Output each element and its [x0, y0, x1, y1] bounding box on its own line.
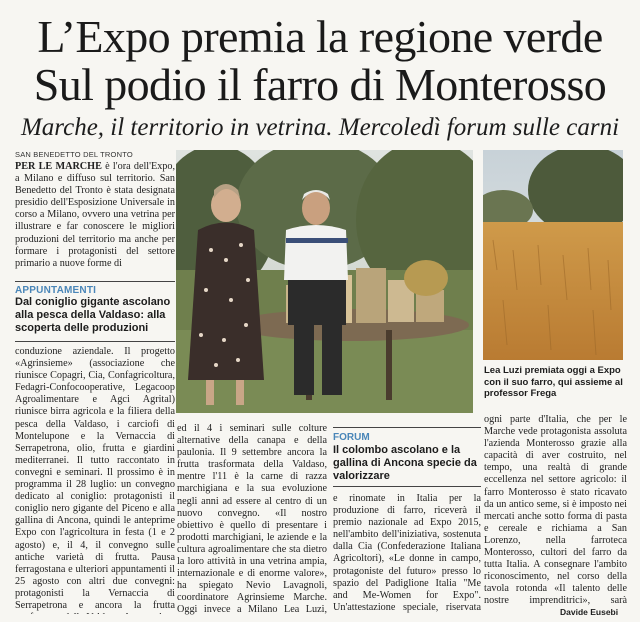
article-column-2: ed il 4 i seminari sulle colture alternative della canapa e della paulonia. Il 9 settembre ancora la frutta trasformata della Valdaso, mentre l'11 è la carne di razza marchigiana e la sua evoluzione negli anni ad essere al centro di un nuovo convegno. «Il nostro obiettivo è quello di presentare i prodotti marchigiani, le aziende e la cultura agroalimentare che sta dietro la loro attività in una vetrina ampia, internazionale e di enorme valore», ha spiegato Nevio Lavagnoli, coordinatore Agrinsieme Marche. Oggi invece a Milano Lea Luzi, — [177, 423, 327, 615]
subtitle: Marche, il territorio in vetrina. Mercoledì forum sulle carni — [20, 114, 620, 141]
main-photo — [176, 150, 473, 413]
article-column-3: e rinomate in Italia per la produzione di farro, riceverà il premio nazionale ad Expo 2015, nell'ambito dell'iniziativa, sostenuta dalla Cia (Confederazione Italiana Agricoltori), «Le donne in campo, protagoniste del futuro» presso lo spazio del Padiglione Italia "Me and Me-Women for Expo". Un'attestazione speciale, riservata — [333, 493, 481, 613]
photo-caption: Lea Luzi premiata oggi a Expo con il suo farro, qui assieme al professor Frega — [484, 365, 623, 399]
sidebar-rule-top — [15, 281, 175, 282]
sidebar-rule-bottom — [15, 341, 175, 342]
dateline — [15, 150, 175, 159]
dateline-lead: PER LE MARCHE — [15, 161, 102, 172]
forum-headline: Il colombo ascolano e la gallina di Ancona specie da valorizzare — [333, 444, 477, 482]
col1-top-text: è l'ora dell'Expo, a Milano e diffuso sul territorio. San Benedetto del Tronto è stata designata presidio dell'Esposizione Universale in corso a Milano, ovvero una vetrina per illustrare e far conoscere le migliori produzioni del territorio ma anche per formare i protagonisti del settore primario a nuove forme di — [15, 161, 175, 269]
headline-line-1: L’Expo premia la regione verde — [37, 11, 603, 62]
author-byline: Davide Eusebi — [560, 607, 619, 617]
wheat-field-photo — [483, 150, 623, 360]
forum-kicker: FORUM — [333, 432, 370, 443]
dateline-place: SAN BENEDETTO DEL TRONTO — [15, 150, 133, 159]
headline-line-2: Sul podio il farro di Monterosso — [33, 59, 607, 110]
article-column-4: ogni parte d'Italia, che per le Marche vede protagonista assoluta l'azienda Monterosso grazie alla capacità di aver costruito, nel tempo, una realtà di grande eccellenza nel settore agricolo: il farro Monterosso è stato ricavato da un antico seme, si è imposto nei mercati anche sotto forma di pasta e cereale e richiama a San Lorenzo, nella farroteca Monterosso, cultori del farro da tutta Italia. A consegnare l'ambito riconoscimento, nel corso della tavola rotonda «Il talento delle nostre imprenditrici», sarà — [484, 414, 627, 607]
sidebar-kicker: APPUNTAMENTI — [15, 285, 97, 296]
sidebar-headline: Dal coniglio gigante ascolano alla pesca della Valdaso: alla scoperta delle produzioni — [15, 296, 171, 334]
forum-rule-bottom — [333, 486, 481, 487]
article-column-1-bottom: conduzione aziendale. Il progetto «Agrinsieme» (associazione che riunisce Copagri, Cia, Confagricoltura, Fedagri-Confocooperative, Legacoop Agroalimentare e Agci Agrital) riunisce birra agricola e la filiera della pesca della Valdaso, i carciofi di Montelupone e la Vernaccia di Serrapetrona, olio, frutta e giardini mediterranei. Il tutto raccontato in convegni e seminari. Il prossimo è in programma il 28 luglio: un convegno dedicato al coniglio: protagonisti il coniglio nero gigante del Piceno e alla gallina di Ancona, quindi le anteprime Expo con l'agricoltura in festa (1 e 2 agosto) e, il 4, il convegno sulle antiche varietà di frutta. Pausa ferragostana e ulteriori appuntamenti il 25 agosto con altri due convegni: protagonisti la Vernaccia di Serrapetrona e ancora la frutta — [15, 346, 175, 611]
article-column-1-top — [15, 161, 175, 275]
forum-rule-top — [333, 427, 481, 428]
